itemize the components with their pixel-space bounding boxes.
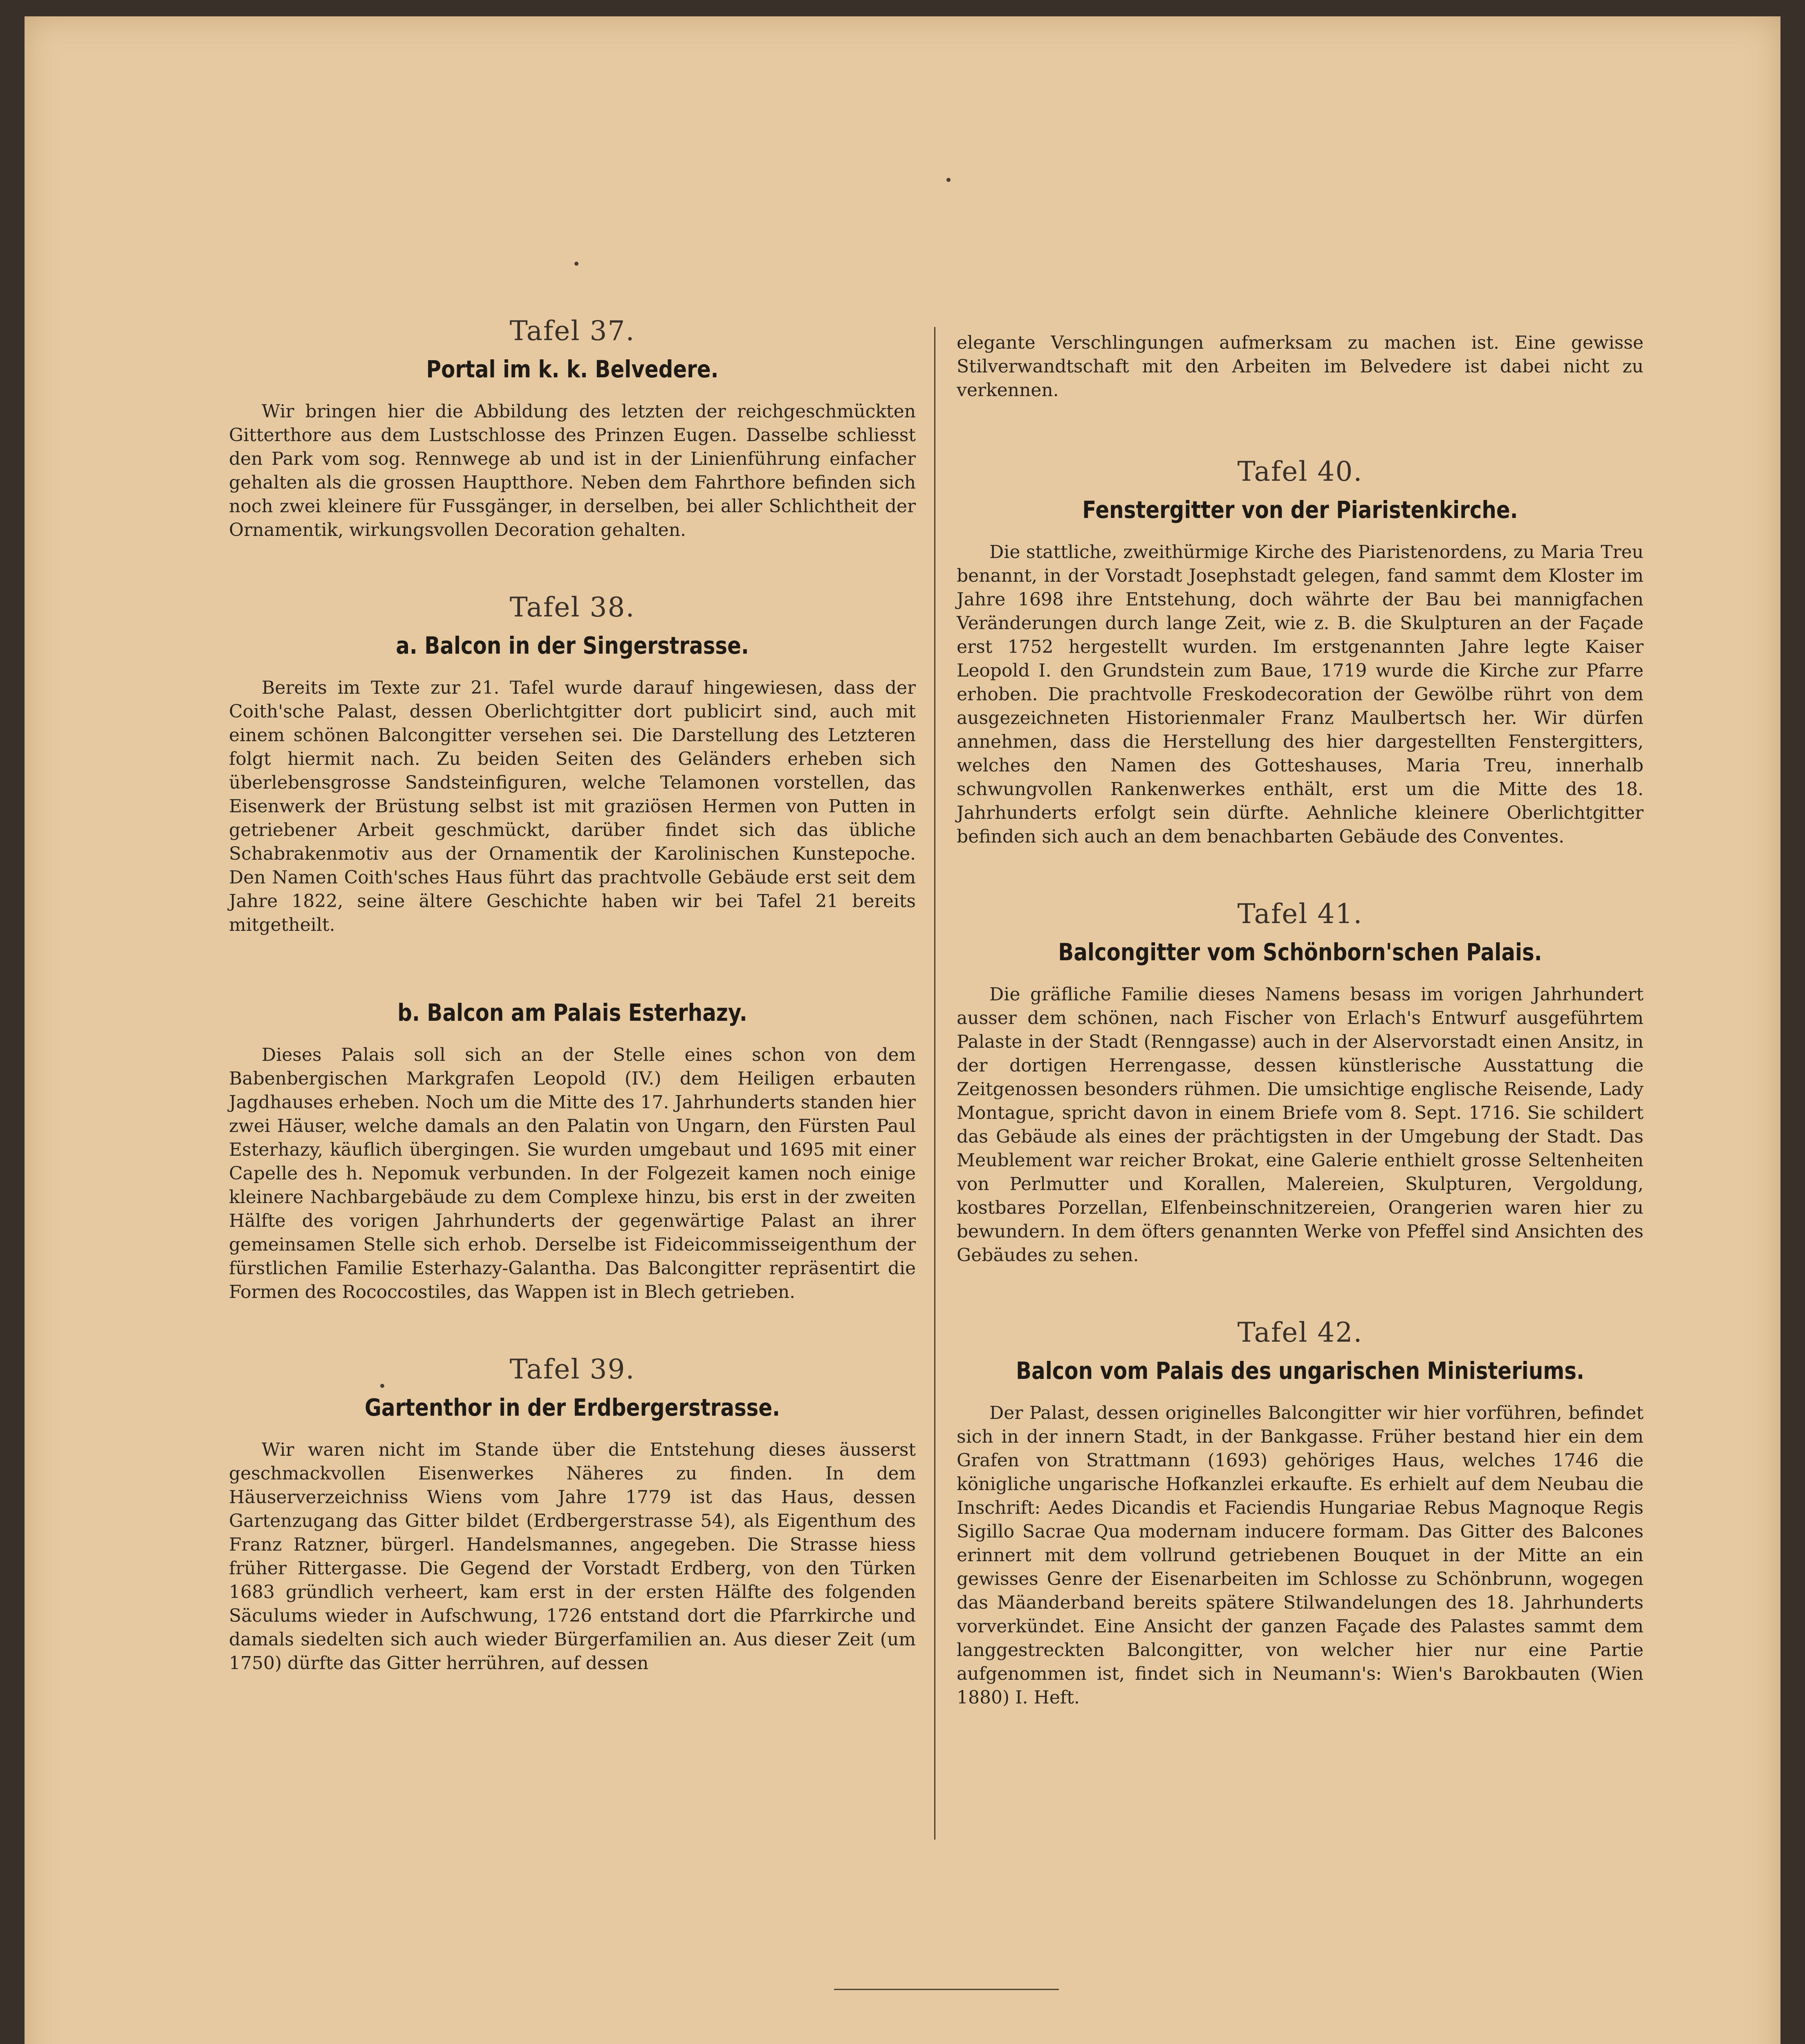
section-heading: Tafel 42. [1237, 1317, 1363, 1348]
section-heading: Tafel 38. [509, 592, 635, 623]
section-text: Bereits im Texte zur 21. Tafel wurde darauf hingewiesen, dass der Coith'sche Palast, dessen Oberlichtgitter dort publicirt sind, auch mit einem schönen Balcongitter versehen sei. Die Darstellung des Letzteren folgt hiermit nach. Zu beiden Seiten des Geländers erheben sich überlebensgrosse Sandsteinfiguren, welche Telamonen vorstellen, das Eisenwerk der Brüstung selbst ist mit graziösen Hermen von Putten in getriebener Arbeit geschmückt, darüber findet sich das übliche Schabrakenmotiv aus der Ornamentik der Karolinischen Kunstepoche. Den Namen Coith'sches Haus führt das prachtvolle Gebäude erst seit dem Jahre 1822, seine ältere Geschichte haben wir bei Tafel 21 bereits mitgetheilt. [229, 677, 916, 935]
paper-spot [574, 262, 578, 266]
section-title: Balcongitter vom Schönborn'schen Palais. [1058, 938, 1542, 966]
section-title: Fenstergitter von der Piaristenkirche. [1082, 496, 1518, 524]
section-heading: Tafel 40. [1237, 456, 1363, 487]
section-tafel-37 [229, 315, 916, 542]
paper-spot [946, 178, 951, 182]
page [25, 16, 1780, 2044]
section-text: Wir bringen hier die Abbildung des letzten der reichgeschmückten Gitterthore aus dem Lustschlosse des Prinzen Eugen. Dasselbe schliesst den Park vom sog. Rennwege ab und ist in der Linienführung einfacher gehalten als die grossen Hauptthore. Neben dem Fahrthore befinden sich noch zwei kleinere für Fussgänger, in derselben, bei aller Schlichtheit der Ornamentik, wirkungsvollen Decoration gehalten. [229, 401, 916, 540]
section-tafel-40 [957, 455, 1644, 849]
section-tafel-38 [229, 591, 916, 1304]
section-tafel-39 [229, 1353, 916, 1675]
section-title: a. Balcon in der Singerstrasse. [396, 632, 749, 659]
section-text: Die gräfliche Familie dieses Namens besass im vorigen Jahrhundert ausser dem schönen, nach Fischer von Erlach's Entwurf ausgeführtem Palaste in der Stadt (Renngasse) auch in der Alservorstadt einen Ansitz, in der dortigen Herrengasse, dessen künstlerische Ausstattung die Zeitgenossen besonders rühmen. Die umsichtige englische Reisende, Lady Montague, spricht davon in einem Briefe vom 8. Sept. 1716. Sie schildert das Gebäude als eines der prächtigsten in der Umgebung der Stadt. Das Meublement war reicher Brokat, eine Galerie enthielt grosse Seltenheiten von Perlmutter und Korallen, Malereien, Skulpturen, Vergoldung, kostbares Porzellan, Elfenbeinschnitzereien, Orangerien waren hier zu bewundern. In dem öfters genannten Werke von Pfeffel sind Ansichten des Gebäudes zu sehen. [957, 984, 1644, 1266]
section-heading: Tafel 39. [509, 1354, 635, 1385]
section-tafel-42 [957, 1316, 1644, 1710]
section-heading: Tafel 37. [509, 315, 635, 347]
section-title: Balcon vom Palais des ungarischen Ministeriums. [1016, 1357, 1585, 1385]
column-divider [934, 327, 935, 1840]
section-continuation [957, 331, 1644, 402]
section-tafel-41 [957, 898, 1644, 1267]
section-subtitle: b. Balcon am Palais Esterhazy. [397, 999, 747, 1026]
continuation-text: elegante Verschlingungen aufmerksam zu machen ist. Eine gewisse Stilverwandtschaft mit den Arbeiten im Belvedere ist dabei nicht zu verkennen. [957, 332, 1644, 401]
section-text: Die stattliche, zweithürmige Kirche des Piaristenordens, zu Maria Treu benannt, in der Vorstadt Josephstadt gelegen, fand sammt dem Kloster im Jahre 1698 ihre Entstehung, doch währte der Bau bei mannigfachen Veränderungen durch lange Zeit, wie z. B. die Skulpturen an der Façade erst 1752 hergestellt wurden. Im erstgenannten Jahre legte Kaiser Leopold I. den Grundstein zum Baue, 1719 wurde die Kirche zur Pfarre erhoben. Die prachtvolle Freskodecoration der Gewölbe rührt von dem ausgezeichneten Historienmaler Franz Maulbertsch her. Wir dürfen annehmen, dass die Herstellung des hier dargestellten Fenstergitters, welches den Namen des Gotteshauses, Maria Treu, innerhalb schwungvollen Rankenwerkes enthält, erst um die Mitte des 18. Jahrhunderts erfolgt sein dürfte. Aehnliche kleinere Oberlichtgitter befinden sich auch an dem benachbarten Gebäude des Conventes. [957, 542, 1644, 847]
section-title: Portal im k. k. Belvedere. [426, 355, 719, 383]
section-text: Wir waren nicht im Stande über die Entstehung dieses äusserst geschmackvollen Eisenwerkes Näheres zu finden. In dem Häuserverzeichniss Wiens vom Jahre 1779 ist das Haus, dessen Gartenzugang das Gitter bildet (Erdbergerstrasse 54), als Eigenthum des Franz Ratzner, bürgerl. Handelsmannes, angegeben. Die Strasse hiess früher Rittergasse. Die Gegend der Vorstadt Erdberg, von den Türken 1683 gründlich verheert, kam erst in der ersten Hälfte des folgenden Säculums wieder in Aufschwung, 1726 entstand dort die Pfarrkirche und damals siedelten sich auch wieder Bürgerfamilien an. Aus dieser Zeit (um 1750) dürfte das Gitter herrühren, auf dessen [229, 1439, 916, 1674]
section-text: Dieses Palais soll sich an der Stelle eines schon von dem Babenbergischen Markgrafen Leopold (IV.) dem Heiligen erbauten Jagdhauses erheben. Noch um die Mitte des 17. Jahrhunderts standen hier zwei Häuser, welche damals an den Palatin von Ungarn, den Fürsten Paul Esterhazy, käuflich übergingen. Sie wurden umgebaut und 1695 mit einer Capelle des h. Nepomuk verbunden. In der Folgezeit kamen noch einige kleinere Nachbargebäude zu dem Complexe hinzu, bis erst in der zweiten Hälfte des vorigen Jahrhunderts der gegenwärtige Palast an ihrer gemeinsamen Stelle sich erhob. Derselbe ist Fideicommisseigenthum der fürstlichen Familie Esterhazy-Galantha. Das Balcongitter repräsentirt die Formen des Rococcostiles, das Wappen ist in Blech getrieben. [229, 1044, 916, 1302]
section-heading: Tafel 41. [1237, 898, 1363, 930]
section-title: Gartenthor in der Erdbergerstrasse. [364, 1394, 780, 1421]
section-text: Der Palast, dessen originelles Balcongitter wir hier vorführen, befindet sich in der innern Stadt, in der Bankgasse. Früher bestand hier ein dem Grafen von Strattmann (1693) gehöriges Haus, welches 1746 die königliche ungarische Hofkanzlei erkaufte. Es erhielt auf dem Neubau die Inschrift: Aedes Dicandis et Faciendis Hungariae Rebus Magnoque Regis Sigillo Sacrae Qua modernam inducere formam. Das Gitter des Balcones erinnert mit dem vollrund getriebenen Bouquet in der Mitte an ein gewisses Genre der Eisenarbeiten im Schlosse zu Schönbrunn, wogegen das Mäanderband bereits spätere Stilwandelungen des 18. Jahrhunderts vorverkündet. Eine Ansicht der ganzen Façade des Palastes sammt dem langgestreckten Balcongitter, von welcher hier nur eine Partie aufgenommen ist, findet sich in Neumann's: Wien's Barokbauten (Wien 1880) I. Heft. [957, 1403, 1644, 1708]
right-column [957, 331, 1644, 1759]
bottom-rule [834, 1989, 1059, 1990]
left-column [229, 315, 916, 1724]
